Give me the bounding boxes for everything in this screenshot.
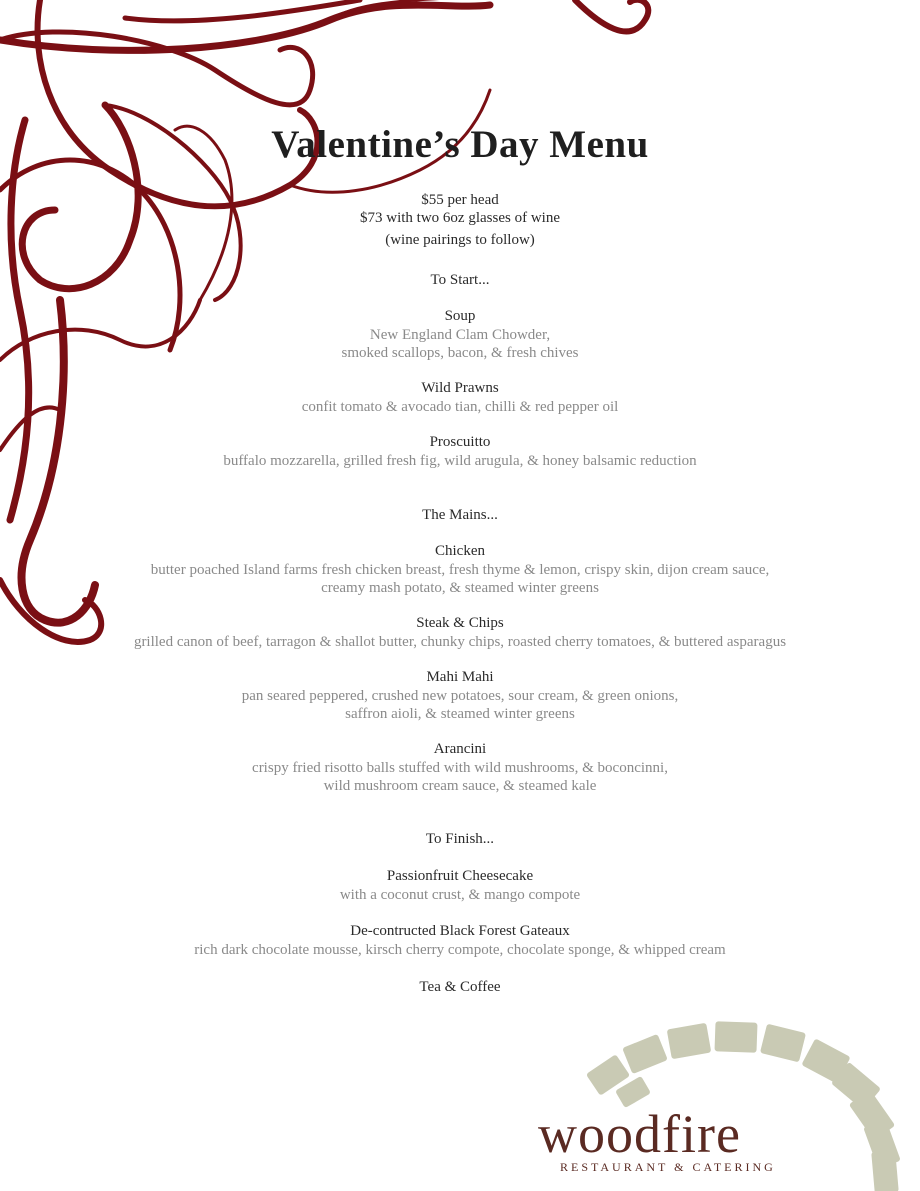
menu-item-desc: pan seared peppered, crushed new potatoes, sour cream, & green onions, [241,688,679,704]
menu-item-desc: confit tomato & avocado tian, chilli & red pepper oil [301,399,619,415]
menu-item-name: Wild Prawns [421,380,499,396]
menu-item-desc: grilled canon of beef, tarragon & shallot butter, chunky chips, roasted cherry tomatoes, & buttered asparagus [133,634,787,650]
price-per-head: $55 per head [421,192,499,208]
menu-item-name: Mahi Mahi [426,669,494,685]
menu-item-name: Passionfruit Cheesecake [386,868,534,884]
menu-item-desc: buffalo mozzarella, grilled fresh fig, wild arugula, & honey balsamic reduction [223,453,697,469]
price-with-wine: $73 with two 6oz glasses of wine [360,210,560,226]
menu-item-desc: rich dark chocolate mousse, kirsch cherry compote, chocolate sponge, & whipped cream [194,942,726,958]
menu-item-desc: butter poached Island farms fresh chicken breast, fresh thyme & lemon, crispy skin, dijon cream sauce, [150,562,770,578]
menu-item-desc: smoked scallops, bacon, & fresh chives [341,345,579,361]
section-heading-mains: The Mains... [422,507,498,523]
logo-wordmark: woodfire [538,1104,741,1164]
menu-item-desc: with a coconut crust, & mango compote [339,887,581,903]
menu-item-name: De-contructed Black Forest Gateaux [350,923,570,939]
section-heading-start: To Start... [430,272,490,288]
section-heading-finish: To Finish... [425,831,495,847]
menu-item-name: Steak & Chips [416,615,504,631]
menu-item-name: Tea & Coffee [419,979,501,995]
menu-item-name: Arancini [433,741,487,757]
menu-item-desc: creamy mash potato, & steamed winter greens [321,580,599,596]
wine-pairing-note: (wine pairings to follow) [385,232,535,248]
menu-item-desc: New England Clam Chowder, [369,327,551,343]
menu-title: Valentine’s Day Menu [271,123,649,166]
menu-item-desc: saffron aioli, & steamed winter greens [345,706,575,722]
menu-item-name: Chicken [435,543,485,559]
woodfire-logo [530,1020,920,1191]
menu-item-desc: wild mushroom cream sauce, & steamed kale [323,778,597,794]
logo-tagline: RESTAURANT & CATERING [560,1160,776,1174]
menu-item-desc: crispy fried risotto balls stuffed with wild mushrooms, & boconcinni, [252,760,668,776]
menu-item-name: Proscuitto [429,434,491,450]
menu-item-name: Soup [444,308,476,324]
